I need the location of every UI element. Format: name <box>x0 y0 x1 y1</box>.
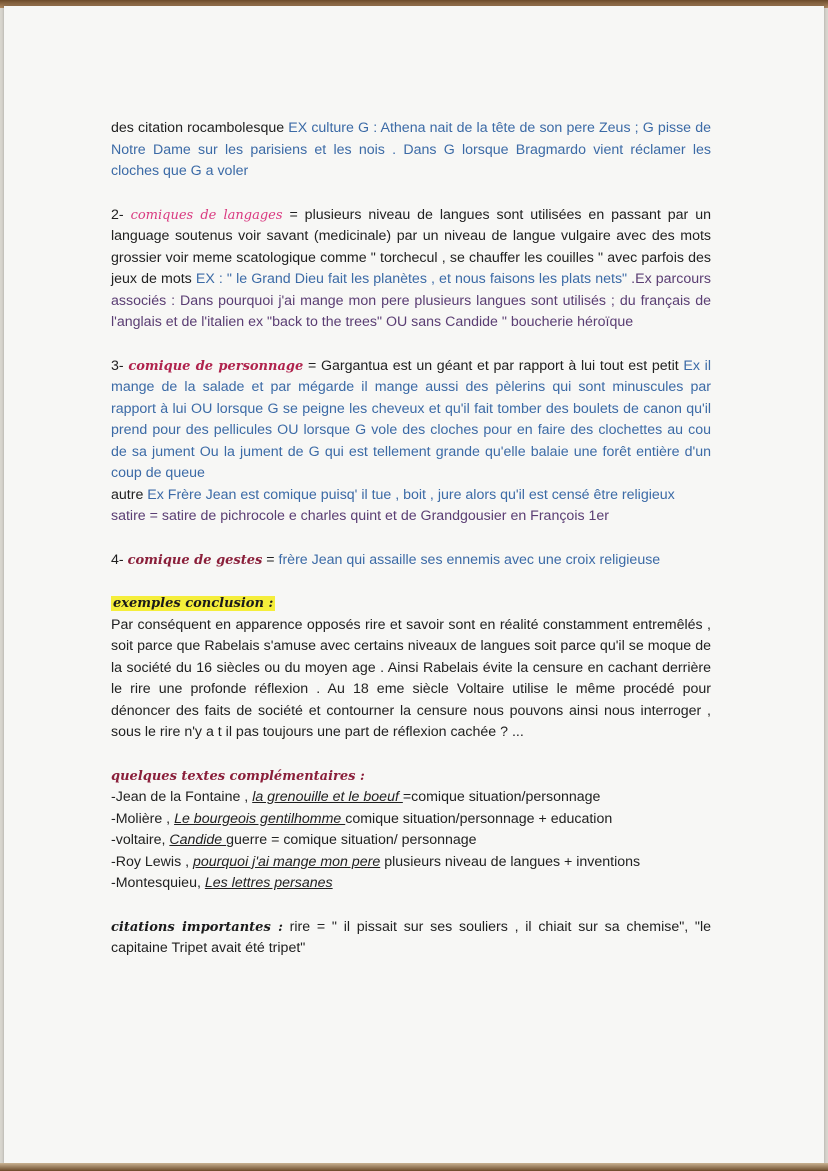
list-item <box>111 787 711 809</box>
item-note: plusieurs niveau de langues + inventions <box>380 853 641 870</box>
section-example-purple: .Ex parcours associés : Dans pourquoi j'ai mange mon pere plusieurs langues sont utilisés ; du français de l'anglais et de l'italien ex "back to the trees" OU sans Candide " boucherie héroïque <box>111 271 711 330</box>
item-title: la grenouille et le boeuf <box>252 789 403 805</box>
paragraph-citation-examples <box>111 118 711 183</box>
section-example-blue: Ex il mange de la salade et par mégarde il mange aussi des pèlerins qui sont minuscules par rapport à lui OU lorsque G se peigne les cheveux et qu'il fait tomber des boulets de canon qu'il prend pour des pellicules OU lorsque G vole des cloches pour en faire des clochettes au cou de sa jument Ou la jument de G qui est tellement grande qu'elle balaie une forêt entière d'un coup de queue <box>111 357 711 481</box>
item-author: -voltaire, <box>111 832 170 848</box>
conclusion-heading: exemples conclusion : <box>113 596 274 611</box>
section-comiques-de-langages <box>111 205 711 334</box>
citations-paragraph <box>111 917 711 960</box>
autre-label: autre <box>111 486 148 503</box>
citations-heading: citations importantes : <box>111 919 283 935</box>
item-author: -Jean de la Fontaine , <box>111 789 253 805</box>
complementaires-heading: quelques textes complémentaires : <box>111 768 365 784</box>
list-item <box>111 873 711 895</box>
bottom-tape-edge <box>0 1163 828 1171</box>
item-title: Les lettres persanes <box>204 875 333 891</box>
complementaires-list <box>111 787 711 895</box>
autre-example: Ex Frère Jean est comique puisq' il tue , boit , jure alors qu'il est censé être religieux <box>147 486 675 503</box>
document-content <box>111 118 711 960</box>
citations-text: rire = " il pissait sur ses souliers , il chiait sur sa chemise", "le capitaine Tripet avait été tripet" <box>111 918 712 956</box>
section-number: 2- <box>111 206 131 223</box>
list-item <box>111 830 711 852</box>
section-heading: comiques de langages <box>130 207 283 223</box>
item-note: =comique situation/personnage <box>402 789 601 805</box>
text-blue-examples: EX culture G : Athena nait de la tête de son pere Zeus ; G pisse de Notre Dame sur les parisiens et les nois . Dans G lorsque Bragmardo vient réclamer les cloches que G a voler <box>111 120 711 179</box>
item-note: comique situation/personnage + education <box>345 810 613 827</box>
conclusion-heading-line <box>111 593 711 615</box>
list-item <box>111 852 711 874</box>
item-note: guerre = comique situation/ personnage <box>226 832 477 848</box>
item-title: Le bourgeois gentilhomme <box>174 810 346 827</box>
item-author: -Molière , <box>111 810 175 827</box>
section-number: 3- <box>111 357 129 374</box>
item-author: -Montesquieu, <box>111 875 205 891</box>
section-example-blue: EX : " le Grand Dieu fait les planètes , et nous faisons les plats nets" <box>195 271 628 287</box>
conclusion-text: Par conséquent en apparence opposés rire et savoir sont en réalité constamment entremêlés , soit parce que Rabelais s'amuse avec certains niveaux de langues soit parce qu'il se moque de la société du 16 siècles ou du moyen age . Ainsi Rabelais évite la censure en cachant derrière le rire une profonde réflexion . Au 18 eme siècle Voltaire utilise le même procédé pour dénoncer des faits de société et contourner la censure nous pouvons ainsi nous interroger , sous le rire n'y a t il pas toujours une part de réflexion cachée ? ... <box>111 616 711 740</box>
text-black: des citation rocambolesque <box>111 120 289 136</box>
item-title: pourquoi j'ai mange mon pere <box>193 853 381 870</box>
list-item <box>111 809 711 831</box>
section-eq: = <box>262 551 279 568</box>
item-author: -Roy Lewis , <box>111 853 193 870</box>
section-number: 4- <box>111 551 128 568</box>
complementaires-heading-line <box>111 766 711 788</box>
section-heading: comique de personnage <box>128 358 304 374</box>
section-comique-de-gestes <box>111 550 711 572</box>
section-heading: comique de gestes <box>127 552 263 568</box>
item-title: Candide <box>169 832 227 848</box>
paragraph-autre <box>111 485 711 507</box>
section-example-blue: frère Jean qui assaille ses ennemis avec une croix religieuse <box>278 551 661 568</box>
section-comique-de-personnage <box>111 356 711 485</box>
paragraph-satire: satire = satire de pichrocole e charles quint et de Grandgousier en François 1er <box>111 508 610 524</box>
section-text: = Gargantua est un géant et par rapport à lui tout est petit <box>303 357 684 374</box>
section-text: = plusieurs niveau de langues sont utilisées en passant par un language soutenus voir savant (medicinale) par un niveau de langue vulgaire avec des mots grossier voir meme scatologique comme " torchecul , se chauffer les couilles " avec parfois des jeux de mots <box>111 206 711 287</box>
